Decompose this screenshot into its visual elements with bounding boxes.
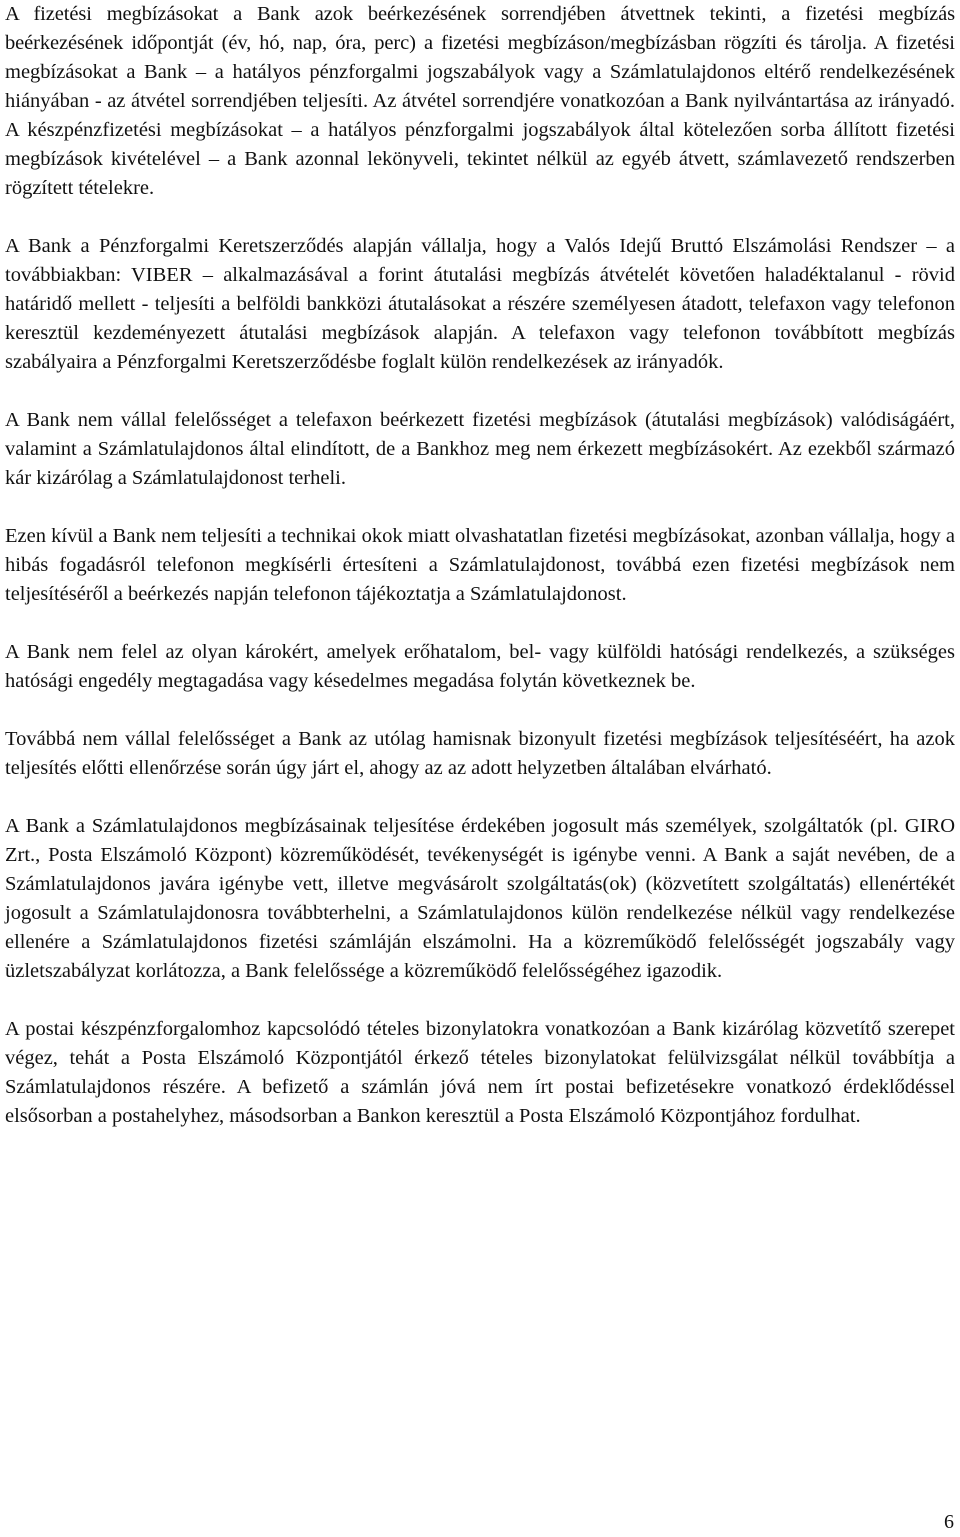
paragraph-spacer [5,783,955,812]
paragraph-spacer [5,696,955,725]
paragraph-spacer [5,609,955,638]
page-number: 6 [944,1511,954,1533]
paragraph-spacer [5,986,955,1015]
paragraph-force-majeure: A Bank nem felel az olyan károkért, amelyek erőhatalom, bel- vagy külföldi hatósági rendelkezés, a szükséges hatósági engedély megtagadása vagy késedelmes megadása folytán következnek be. [5,641,955,692]
paragraph-fax-liability: A Bank nem vállal felelősséget a telefaxon beérkezett fizetési megbízások (átutalási megbízások) valódiságáért, valamint a Számlatulajdonos által elindított, de a Bankhoz meg nem érkezett megbízásokért. Az ezekből származó kár kizárólag a Számlatulajdonost terheli. [5,409,955,489]
paragraph-postal-cash: A postai készpénzforgalomhoz kapcsolódó tételes bizonylatokra vonatkozóan a Bank kizárólag közvetítő szerepet végez, tehát a Posta Elszámoló Központjától érkező tételes bizonylatokat felülvizsgálat nélkül továbbítja a Számlatulajdonos részére. A befizető a számlán jóvá nem írt postai befizetésekre vonatkozó érdeklődéssel elsősorban a postahelyhez, másodsorban a Bankon keresztül a Posta Elszámoló Központjához fordulhat. [5,1018,955,1127]
paragraph-viber: A Bank a Pénzforgalmi Keretszerződés alapján vállalja, hogy a Valós Idejű Bruttó Elszámolási Rendszer – a továbbiakban: VIBER – alkalmazásával a forint átutalási megbízás átvételét követően haladéktalanul - rövid határidő mellett - teljesíti a belföldi bankközi átutalásokat a részére személyesen átadott, telefaxon vagy telefonon keresztül kezdeményezett átutalási megbízások alapján. A telefaxon vagy telefonon továbbított megbízás szabályaira a Pénzforgalmi Keretszerződésbe foglalt külön rendelkezések az irányadók. [5,235,955,373]
paragraph-spacer [5,493,955,522]
paragraph-1-sentence-receipt: A fizetési megbízásokat a Bank azok beérkezésének sorrendjében átvettnek tekinti, a fizetési megbízás beérkezésének időpontját (év, hó, nap, óra, perc) a fizetési megbízáson/megbízásban rögzíti és tárolja. [5,3,955,54]
document-page [5,0,955,1131]
paragraph-spacer [5,203,955,232]
paragraph-1-sentence-cash: A készpénzfizetési megbízásokat – a hatályos pénzforgalmi jogszabályok által kötelezően sorba állított fizetési megbízások kivételével – a Bank azonnal lekönyveli, tekintet nélkül az egyéb átvett, számlavezető rendszerben rögzített tételekre. [5,119,955,199]
paragraph-forged-orders: Továbbá nem vállal felelősséget a Bank az utólag hamisnak bizonyult fizetési megbízások teljesítéséért, ha azok teljesítés előtti ellenőrzése során úgy járt el, ahogy az az adott helyzetben általában elvárható. [5,728,955,779]
paragraph-1-sentence-execution: A fizetési megbízásokat a Bank – a hatályos pénzforgalmi jogszabályok vagy a Számlatulajdonos eltérő rendelkezésének hiányában - az átvétel sorrendjében teljesíti. Az átvétel sorrendjére vonatkozóan a Bank nyilvántartása az irányadó. [5,32,955,112]
paragraph-unreadable-orders: Ezen kívül a Bank nem teljesíti a technikai okok miatt olvashatatlan fizetési megbízásokat, azonban vállalja, hogy a hibás fogadásról telefonon megkísérli értesíteni a Számlatulajdonost, továbbá ezen fizetési megbízások nem teljesítéséről a beérkezés napján telefonon tájékoztatja a Számlatulajdonost. [5,525,955,605]
paragraph-third-party-services: A Bank a Számlatulajdonos megbízásainak teljesítése érdekében jogosult más személyek, szolgáltatók (pl. GIRO Zrt., Posta Elszámoló Központ) közreműködését, tevékenységét is igénybe venni. A Bank a saját nevében, de a Számlatulajdonos javára igénybe vett, illetve megvásárolt szolgáltatás(ok) (közvetített szolgáltatás) ellenértékét jogosult a Számlatulajdonosra továbbterhelni, a Számlatulajdonos külön rendelkezése nélkül vagy rendelkezése ellenére a Számlatulajdonos fizetési számláján elszámolni. Ha a közreműködő felelősségét jogszabály vagy üzletszabályzat korlátozza, a Bank felelőssége a közreműködő felelősségéhez igazodik. [5,815,955,982]
paragraph-payment-order-sequence [5,0,955,203]
paragraph-spacer [5,377,955,406]
